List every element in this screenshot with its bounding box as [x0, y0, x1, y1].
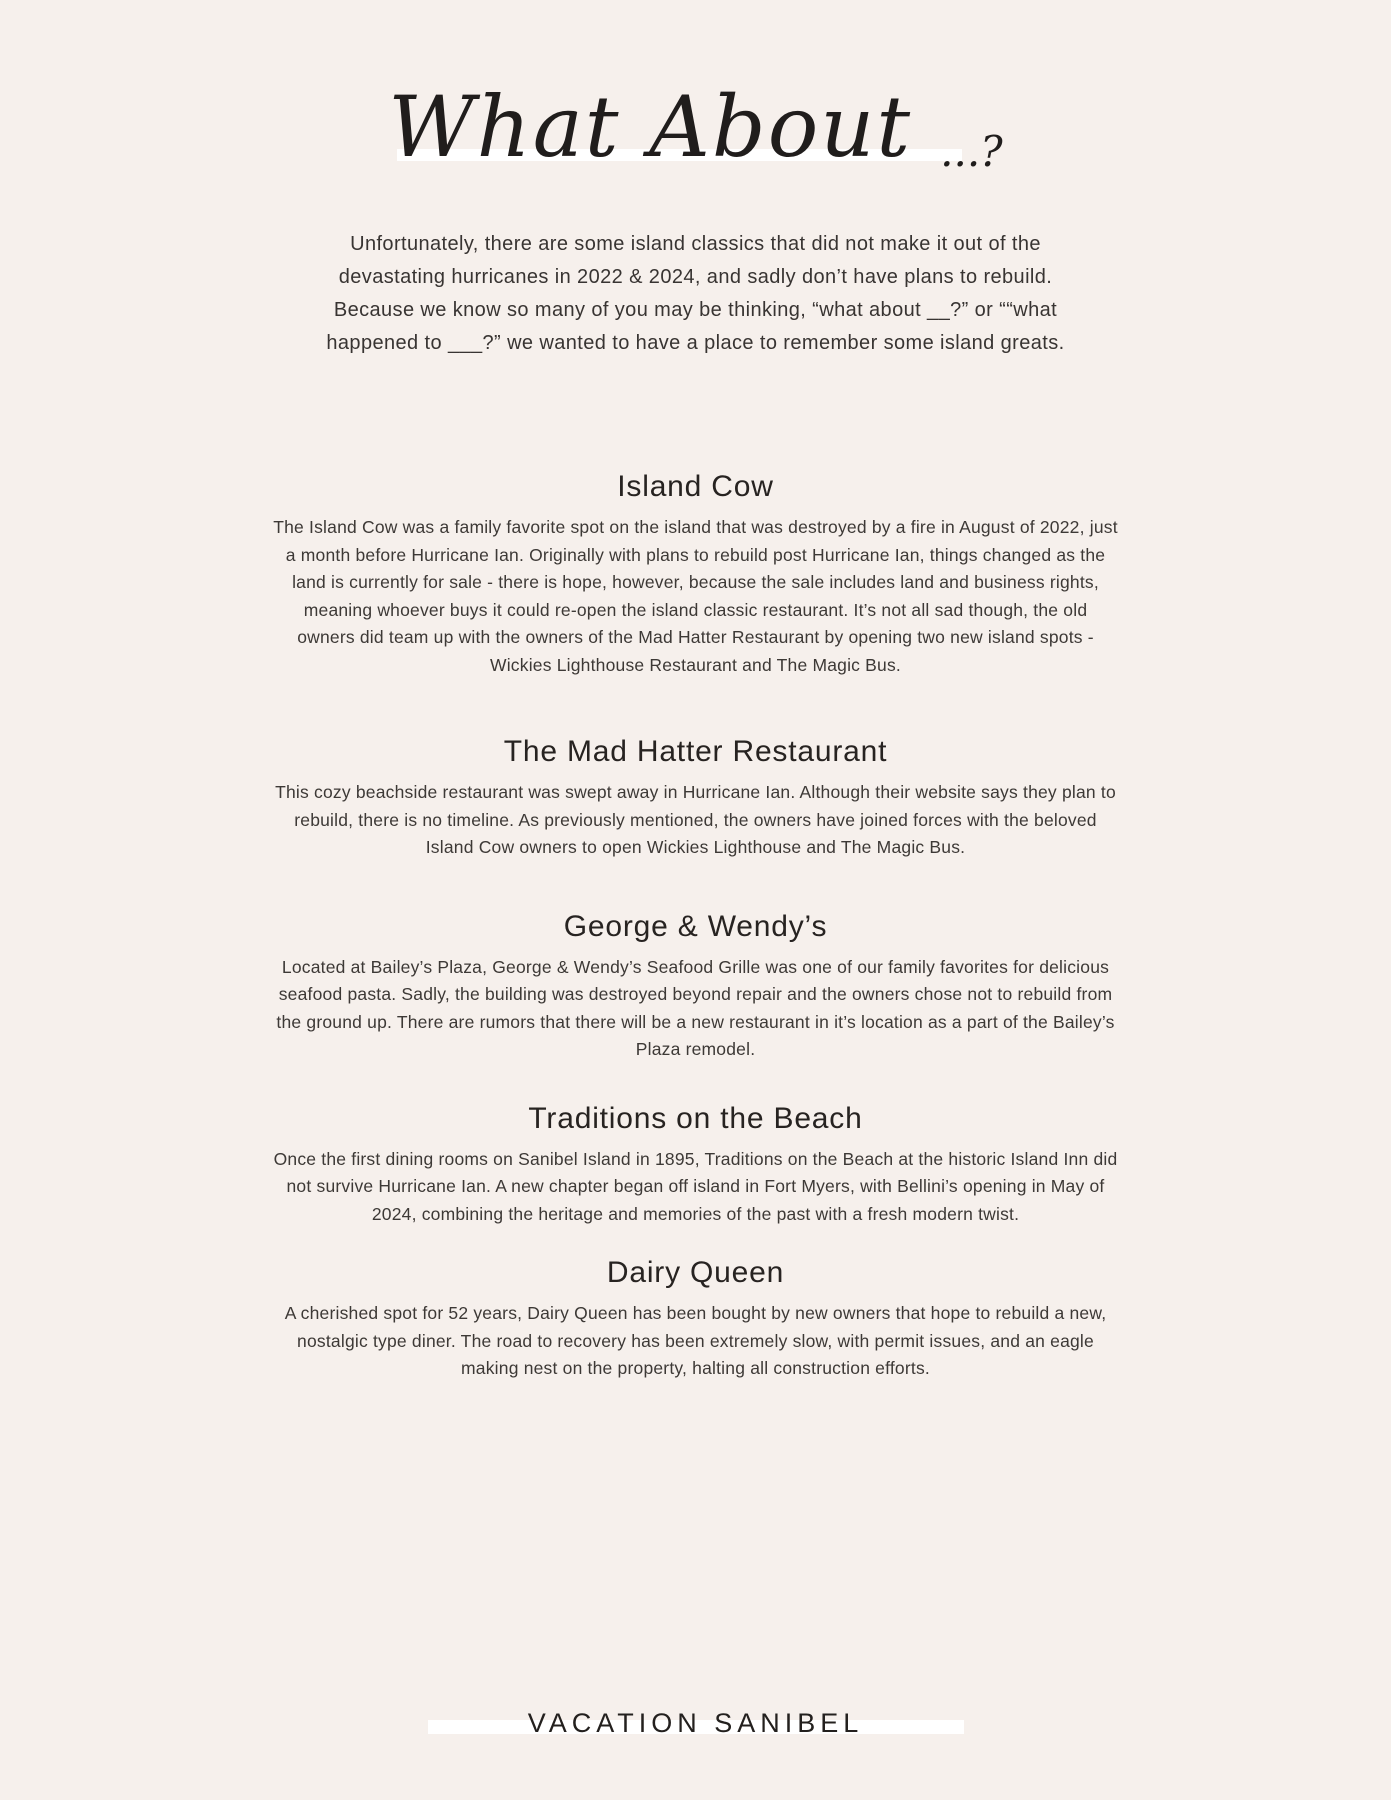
section-title-george-wendys: George & Wendy’s — [563, 909, 828, 943]
section-island-cow — [0, 470, 1391, 679]
brand-text: VACATION SANIBEL — [527, 1707, 864, 1738]
page-footer — [0, 1698, 1391, 1748]
section-body-mad-hatter: This cozy beachside restaurant was swept away in Hurricane Ian. Although their website says they plan to rebuild, there is no timeline. As previously mentioned, the owners have joined forces with the beloved Island Cow owners to open Wickies Lighthouse and The Magic Bus. — [275, 782, 1116, 857]
page-header — [0, 52, 1391, 202]
intro-paragraph: Unfortunately, there are some island classics that did not make it out of the devastating hurricanes in 2022 & 2024, and sadly don’t have plans to rebuild. Because we know so many of you may be thinking, “what about __?” or ““what happened to ___?” we wanted to have a place to remember some island greats. — [326, 233, 1065, 354]
section-mad-hatter — [0, 735, 1391, 862]
section-body-traditions-on-the-beach: Once the first dining rooms on Sanibel Island in 1895, Traditions on the Beach at the historic Island Inn did not survive Hurricane Ian. A new chapter began off island in Fort Myers, with Bellini’s opening in May of 2024, combining the heritage and memories of the past with a fresh modern twist. — [273, 1148, 1118, 1224]
section-body-dairy-queen: A cherished spot for 52 years, Dairy Queen has been bought by new owners that hope to rebuild a new, nostalgic type diner. The road to recovery has been extremely slow, with permit issues, and an eagle making nest on the property, halting all construction efforts. — [284, 1303, 1107, 1378]
page-title-suffix: ...? — [940, 126, 1003, 176]
section-title-traditions-on-the-beach: Traditions on the Beach — [528, 1101, 863, 1135]
section-title-mad-hatter: The Mad Hatter Restaurant — [503, 735, 888, 768]
section-title-island-cow: Island Cow — [617, 470, 774, 503]
section-dairy-queen — [0, 1256, 1391, 1383]
section-title-dairy-queen: Dairy Queen — [606, 1256, 785, 1289]
section-body-island-cow: The Island Cow was a family favorite spot on the island that was destroyed by a fire in August of 2022, just a month before Hurricane Ian. Originally with plans to rebuild post Hurricane Ian, things changed as the land is currently for sale - there is hope, however, because the sale includes land and business rights, meaning whoever buys it could re-open the island classic restaurant. It’s not all sad though, the old owners did team up with the owners of the Mad Hatter Restaurant by opening two new island spots - Wickies Lighthouse Restaurant and The Magic Bus. — [273, 517, 1118, 675]
section-body-george-wendys: Located at Bailey’s Plaza, George & Wendy’s Seafood Grille was one of our family favorites for delicious seafood pasta. Sadly, the building was destroyed beyond repair and the owners chose not to rebuild from the ground up. There are rumors that there will be a new restaurant in it’s location as a part of the Bailey’s Plaza remodel. — [276, 956, 1115, 1059]
page-title-script: What About — [388, 78, 913, 176]
section-traditions-on-the-beach — [0, 1102, 1391, 1229]
section-george-wendys — [0, 910, 1391, 1064]
